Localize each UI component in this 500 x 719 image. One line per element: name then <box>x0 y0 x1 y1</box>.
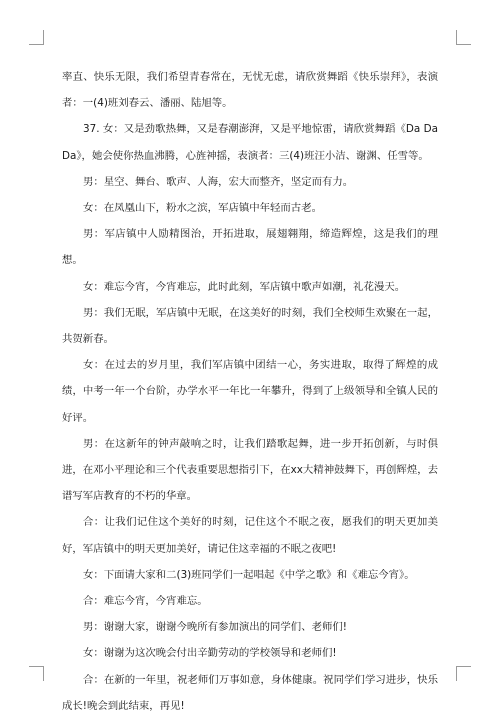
document-body <box>62 64 438 719</box>
paragraph: 女：下面请大家和二(3)班同学们一起唱起《中学之歌》和《难忘今宵》。 <box>83 568 415 581</box>
paragraph: 率直、快乐无限，我们希望青春常在，无忧无虑，请欣赏舞蹈《快乐崇拜》，表演者：一(4)班刘春云、潘丽、陆旭等。 <box>62 71 438 110</box>
paragraph: 男：星空、舞台、歌声、人海，宏大而整齐，坚定而有力。 <box>83 175 354 188</box>
paragraph: 合：在新的一年里，祝老师们万事如意，身体健康。祝同学们学习进步，快乐成长!晚会到此结束，再见! <box>62 673 438 712</box>
paragraph: 男：谢谢大家，谢谢今晚所有参加演出的同学们、老师们! <box>83 621 347 634</box>
crop-mark-bottom-left <box>29 666 44 681</box>
paragraph: 37. 女：又是劲歌热舞，又是春潮澎湃，又是平地惊雷，请欣赏舞蹈《Da Da Da》，她会使你热血沸腾，心旌神摇，表演者：三(4)班汪小洁、谢渊、任雪等。 <box>62 123 438 162</box>
crop-mark-bottom-right <box>456 666 471 681</box>
paragraph: 合：难忘今宵，今宵难忘。 <box>83 595 208 608</box>
paragraph: 男：军店镇中人励精图治，开拓进取，展翅翱翔，缔造辉煌，这是我们的理想。 <box>62 228 438 267</box>
paragraph: 合：让我们记住这个美好的时刻，记住这个不眠之夜，愿我们的明天更加美好，军店镇中的明天更加美好，请记住这幸福的不眠之夜吧! <box>62 516 438 555</box>
crop-mark-top-right <box>456 30 471 45</box>
paragraph: 男：我们无眠，军店镇中无眠，在这美好的时刻，我们全校师生欢聚在一起，共贺新春。 <box>62 306 438 346</box>
paragraph: 女：谢谢为这次晚会付出辛勤劳动的学校领导和老师们! <box>83 647 337 660</box>
paragraph: 女：在凤凰山下，粉水之滨，军店镇中年轻而古老。 <box>83 202 322 215</box>
paragraph: 男：在这新年的钟声敲响之时，让我们踏歌起舞，进一步开拓创新，与时俱进，在邓小平理论和三个代表重要思想指引下，在xx大精神鼓舞下，再创辉煌，去谱写军店教育的不朽的华章。 <box>62 437 438 503</box>
paragraph: 女：难忘今宵，今宵难忘，此时此刻，军店镇中歌声如潮，礼花漫天。 <box>83 280 406 293</box>
crop-mark-top-left <box>29 30 44 45</box>
paragraph: 女：在过去的岁月里，我们军店镇中团结一心，务实进取，取得了辉煌的成绩，中考一年一个台阶，办学水平一年比一年攀升，得到了上级领导和全镇人民的好评。 <box>62 359 438 424</box>
